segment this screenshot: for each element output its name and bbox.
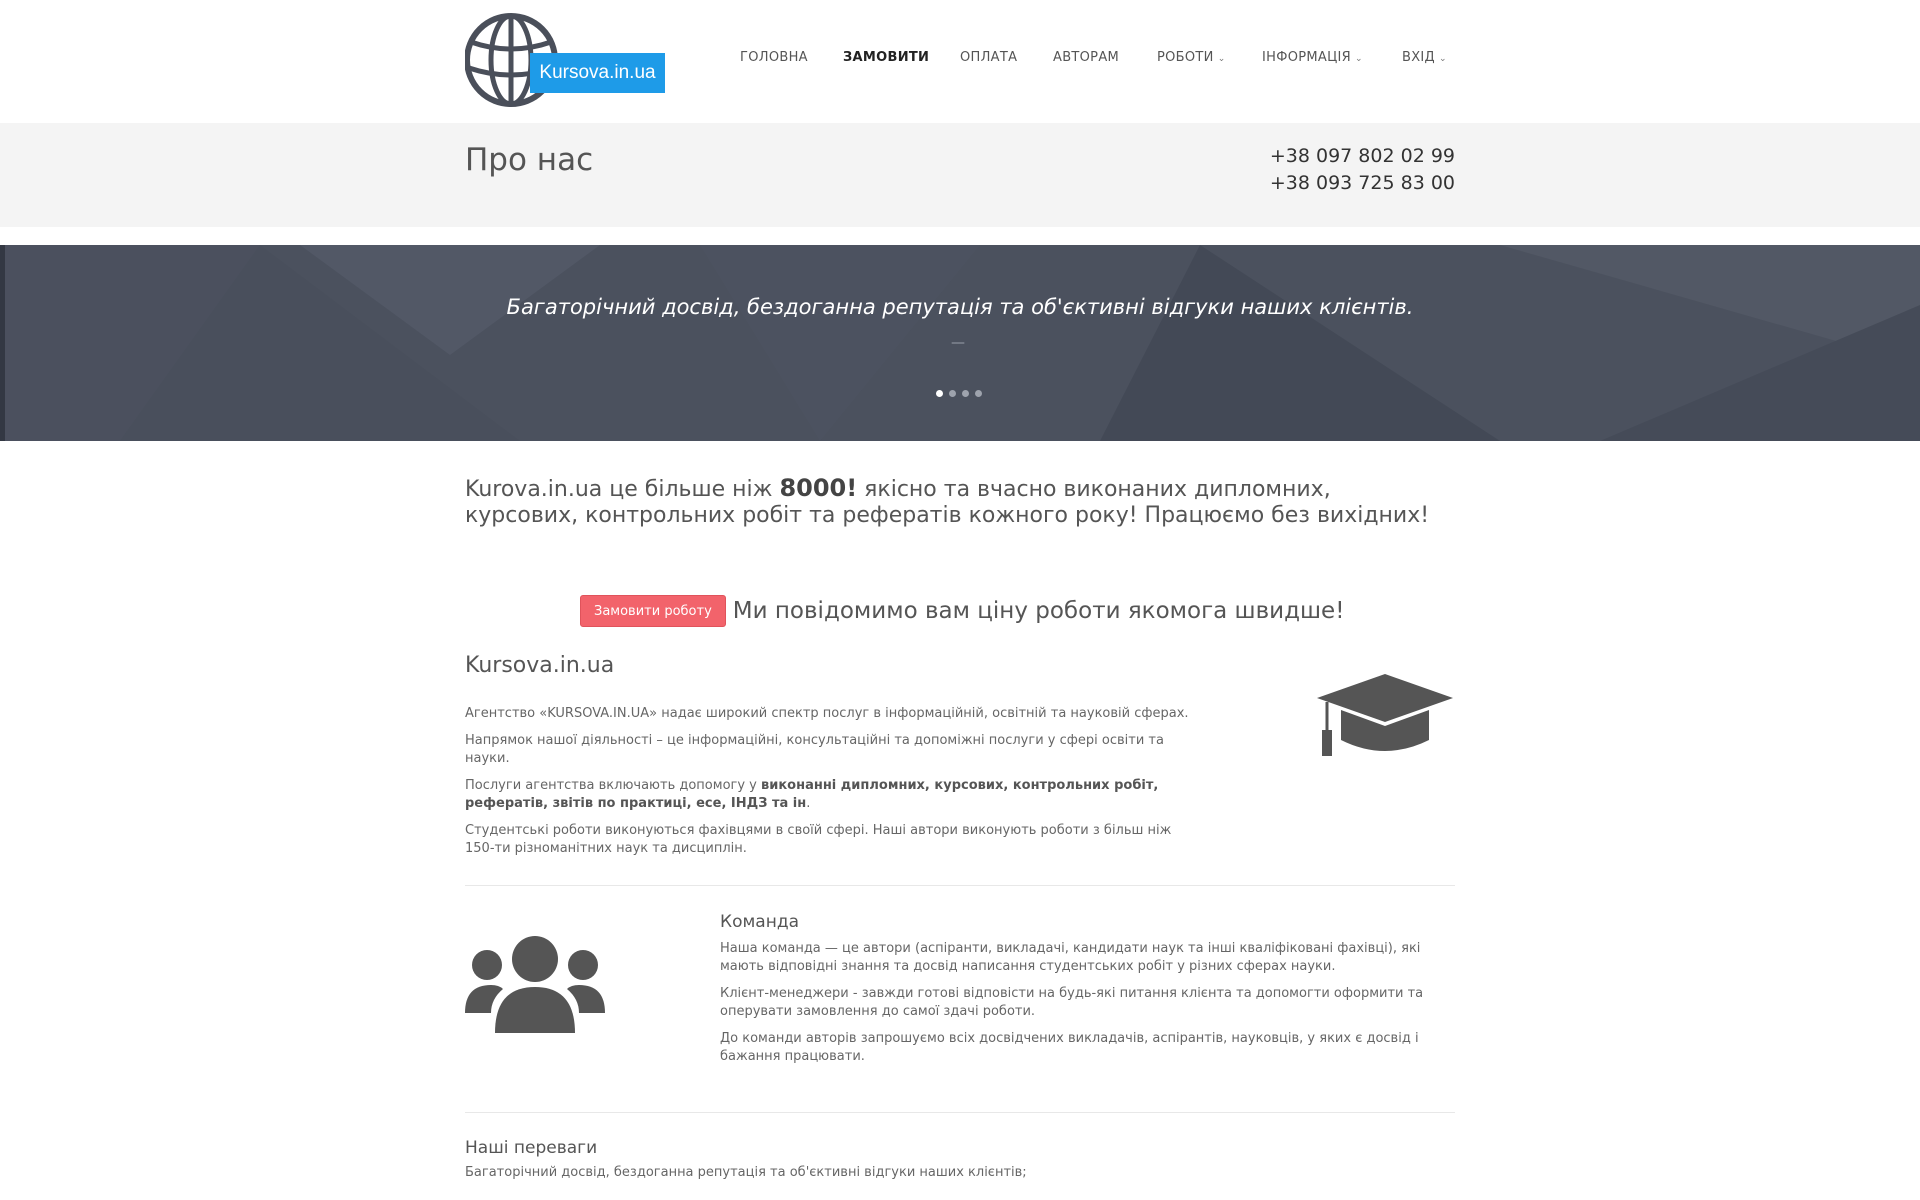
about-section	[465, 705, 1190, 867]
about-p3-bold: виконанні дипломних, курсових, контрольних робіт, рефератів, звітів по практиці, есе, ІНДЗ та ін	[465, 778, 1159, 811]
advantages-title: Наші переваги	[465, 1138, 598, 1158]
nav-item-works[interactable]	[1157, 50, 1226, 65]
slider-dot[interactable]	[975, 390, 982, 397]
about-title: Kursova.in.ua	[465, 653, 615, 678]
chevron-down-icon: ⌄	[1217, 54, 1226, 64]
nav-item-order[interactable]: ЗАМОВИТИ	[843, 50, 930, 65]
about-p1: Агентство «KURSOVA.IN.UA» надає широкий спектр послуг в інформаційній, освітній та науковій сферах.	[465, 706, 1189, 721]
team-title: Команда	[720, 912, 799, 932]
nav-item-payment[interactable]: ОПЛАТА	[960, 50, 1018, 65]
slider-dot[interactable]	[949, 390, 956, 397]
slider-dot[interactable]	[962, 390, 969, 397]
nav-item-works-label: РОБОТИ	[1157, 50, 1214, 65]
chevron-down-icon: ⌄	[1354, 54, 1363, 64]
team-section	[720, 912, 1460, 1075]
advantages-p1: Багаторічний досвід, бездоганна репутація та об'єктивні відгуки наших клієнтів;	[465, 1165, 1027, 1180]
nav-item-login-label: ВХІД	[1402, 50, 1436, 65]
phone-numbers	[1270, 143, 1455, 197]
hero-slider	[0, 245, 1920, 441]
nav-item-info-label: ІНФОРМАЦІЯ	[1262, 50, 1351, 65]
about-p3-end: .	[806, 796, 811, 811]
site-header	[0, 0, 1920, 123]
about-p3	[465, 777, 1190, 813]
logo-text: Kursova.in.ua	[530, 53, 665, 93]
intro-line2: курсових, контрольних робіт та рефератів кожного року! Працюємо без вихідних!	[465, 503, 1430, 528]
nav-item-login[interactable]	[1402, 50, 1447, 65]
slider-dot[interactable]	[936, 390, 943, 397]
team-icon	[465, 935, 605, 1035]
site-logo[interactable]	[465, 12, 665, 108]
team-p3: До команди авторів запрошуємо всіх досвідчених викладачів, аспірантів, науковців, у яких є досвід і бажання працювати.	[720, 1031, 1419, 1064]
about-p2: Напрямок нашої діяльності – це інформаційні, консультаційні та допоміжні послуги у сфері освіти та науки.	[465, 733, 1164, 766]
about-p4: Студентські роботи виконуються фахівцями в своїй сфері. Наші автори виконують роботи з більш ніж 150-ти різноманітних наук та дисциплін.	[465, 823, 1172, 856]
team-p2: Клієнт-менеджери - завжди готові відповісти на будь-які питання клієнта та допомогти оформити та оперувати замовлення до самої здачі роботи.	[720, 986, 1424, 1019]
graduation-cap-icon	[1315, 670, 1455, 760]
team-p1: Наша команда — це автори (аспіранти, викладачі, кандидати наук та інші кваліфіковані фахівці), які мають відповідні знання та досвід написання студентських робіт у різних сферах науки.	[720, 941, 1421, 974]
about-p3-start: Послуги агентства включають допомогу у	[465, 778, 761, 793]
divider	[465, 885, 1455, 886]
chevron-down-icon: ⌄	[1439, 54, 1447, 64]
nav-item-authors[interactable]: АВТОРАМ	[1053, 50, 1120, 65]
phone-2[interactable]: +38 093 725 83 00	[1269, 172, 1455, 194]
slider-caption: Багаторічний досвід, бездоганна репутація та об'єктивні відгуки наших клієнтів.	[506, 295, 1414, 319]
nav-item-info[interactable]	[1262, 50, 1363, 65]
order-text: Ми повідомимо вам ціну роботи якомога швидше!	[732, 598, 1345, 624]
slider-edge	[0, 245, 5, 441]
order-work-button[interactable]: Замовити роботу	[580, 595, 726, 627]
intro-part1: Kurova.in.ua це більше ніж	[465, 477, 780, 502]
nav-item-home[interactable]: ГОЛОВНА	[740, 50, 808, 65]
intro-text	[465, 475, 1465, 529]
intro-highlight: 8000!	[779, 474, 858, 502]
intro-part2: якісно та вчасно виконаних дипломних,	[857, 477, 1331, 502]
phone-1[interactable]: +38 097 802 02 99	[1269, 145, 1455, 167]
divider	[465, 1112, 1455, 1113]
advantages-section	[465, 1138, 1455, 1191]
title-bar	[0, 123, 1920, 227]
slider-dots	[936, 390, 982, 397]
page-title: Про нас	[465, 142, 594, 178]
slider-dash: —	[951, 335, 965, 351]
order-row	[580, 595, 1344, 627]
